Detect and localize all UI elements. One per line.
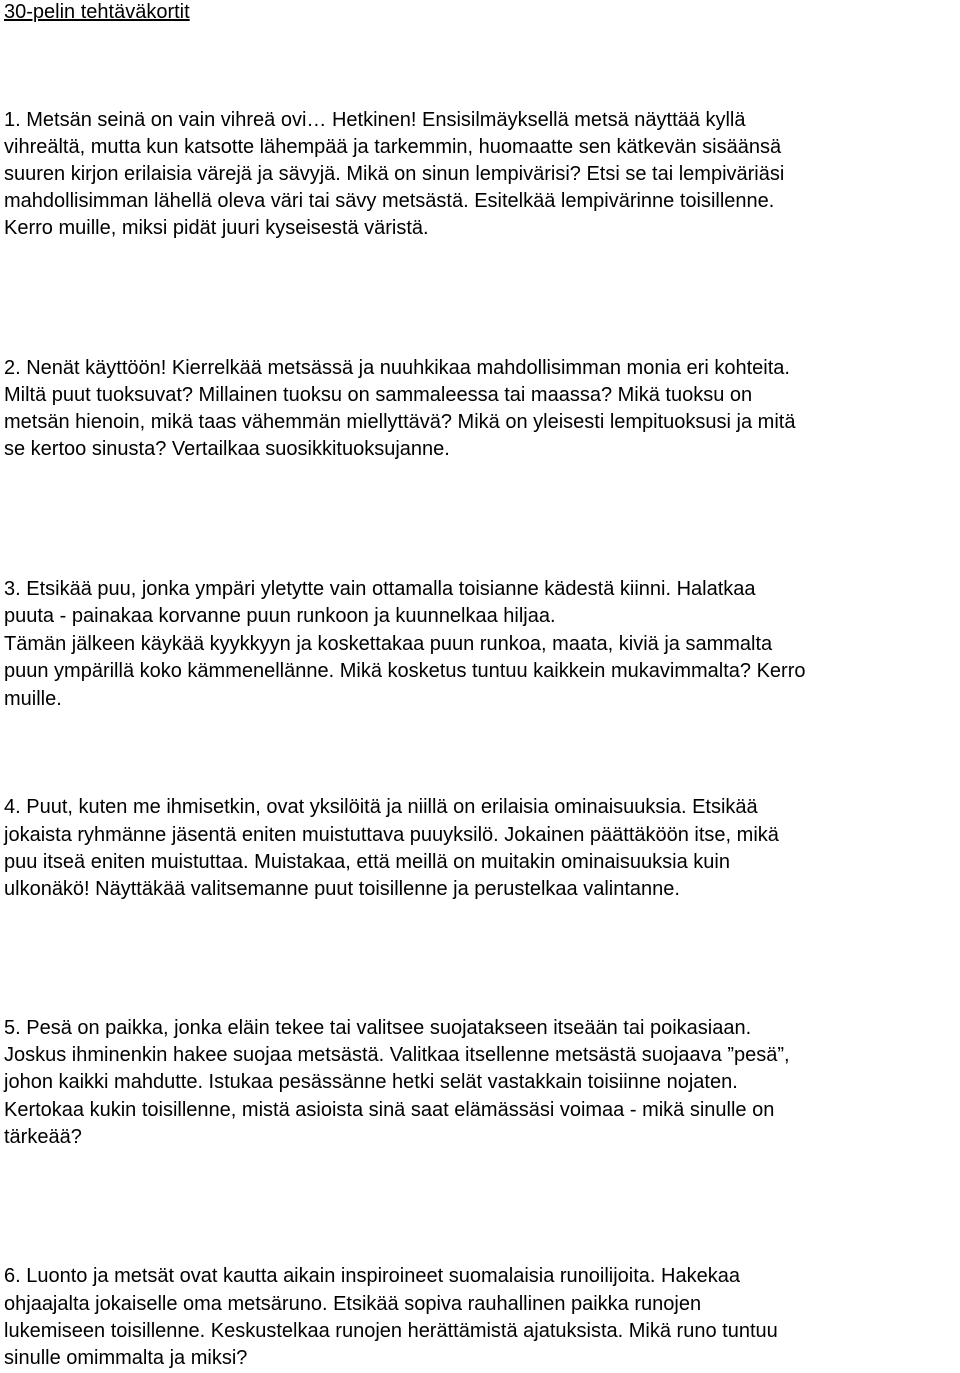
task-1-line-1: 1. Metsän seinä on vain vihreä ovi… Hetkinen! Ensisilmäyksellä metsä näyttää kyllä (4, 109, 746, 131)
task-6-line-1: 6. Luonto ja metsät ovat kautta aikain inspiroineet suomalaisia runoilijoita. Hakekaa (4, 1265, 740, 1287)
task-2-line-1: 2. Nenät käyttöön! Kierrelkää metsässä ja nuuhkikaa mahdollisimman monia eri kohteita. (4, 357, 790, 379)
document-title: 30-pelin tehtäväkortit (4, 1, 190, 23)
task-4-line-2: jokaista ryhmänne jäsentä eniten muistuttava puuyksilö. Jokainen päättäköön itse, mikä (4, 824, 779, 846)
task-3-line-5: muille. (4, 688, 62, 710)
task-3-line-2: puuta - painakaa korvanne puun runkoon ja kuunnelkaa hiljaa. (4, 605, 556, 627)
task-1-line-3: suuren kirjon erilaisia värejä ja sävyjä. Mikä on sinun lempivärisi? Etsi se tai lempiväriäsi (4, 163, 785, 185)
task-6-line-2: ohjaajalta jokaiselle oma metsäruno. Etsikää sopiva rauhallinen paikka runojen (4, 1293, 702, 1315)
task-1-line-2: vihreältä, mutta kun katsotte lähempää ja tarkemmin, huomaatte sen kätkevän sisäänsä (4, 136, 782, 158)
task-3-line-1: 3. Etsikää puu, jonka ympäri yletytte vain ottamalla toisianne kädestä kiinni. Halatkaa (4, 578, 756, 600)
task-5-line-3: johon kaikki mahdutte. Istukaa pesässänne hetki selät vastakkain toisiinne nojaten. (4, 1071, 738, 1093)
task-5-line-1: 5. Pesä on paikka, jonka eläin tekee tai valitsee suojatakseen itseään tai poikasiaan. (4, 1017, 752, 1039)
task-3-line-3: Tämän jälkeen käykää kyykkyyn ja koskettakaa puun runkoa, maata, kiviä ja sammalta (4, 633, 773, 655)
task-6-line-3: lukemiseen toisillenne. Keskustelkaa runojen herättämistä ajatuksista. Mikä runo tuntuu (4, 1320, 778, 1342)
task-2-line-2: Miltä puut tuoksuvat? Millainen tuoksu on sammaleessa tai maassa? Mikä tuoksu on (4, 384, 753, 406)
task-6-line-4: sinulle omimmalta ja miksi? (4, 1347, 248, 1369)
task-5-line-2: Joskus ihminenkin hakee suojaa metsästä. Valitkaa itsellenne metsästä suojaava ”pesä”, (4, 1044, 790, 1066)
task-1-line-5: Kerro muille, miksi pidät juuri kyseisestä väristä. (4, 217, 429, 239)
task-3-line-4: puun ympärillä koko kämmenellänne. Mikä kosketus tuntuu kaikkein mukavimmalta? Kerro (4, 660, 806, 682)
task-1-line-4: mahdollisimman lähellä oleva väri tai sävy metsästä. Esitelkää lempivärinne toisillenne. (4, 190, 775, 212)
task-5-line-5: tärkeää? (4, 1126, 82, 1148)
task-2-line-3: metsän hienoin, mikä taas vähemmän miellyttävä? Mikä on yleisesti lempituoksusi ja mitä (4, 411, 796, 433)
task-2-line-4: se kertoo sinusta? Vertailkaa suosikkituoksujanne. (4, 438, 450, 460)
task-4-line-4: ulkonäkö! Näyttäkää valitsemanne puut toisillenne ja perustelkaa valintanne. (4, 878, 680, 900)
task-5-line-4: Kertokaa kukin toisillenne, mistä asioista sinä saat elämässäsi voimaa - mikä sinulle on (4, 1099, 775, 1121)
task-4-line-3: puu itseä eniten muistuttaa. Muistakaa, että meillä on muitakin ominaisuuksia kuin (4, 851, 730, 873)
task-4-line-1: 4. Puut, kuten me ihmisetkin, ovat yksilöitä ja niillä on erilaisia ominaisuuksia. Etsikää (4, 796, 758, 818)
